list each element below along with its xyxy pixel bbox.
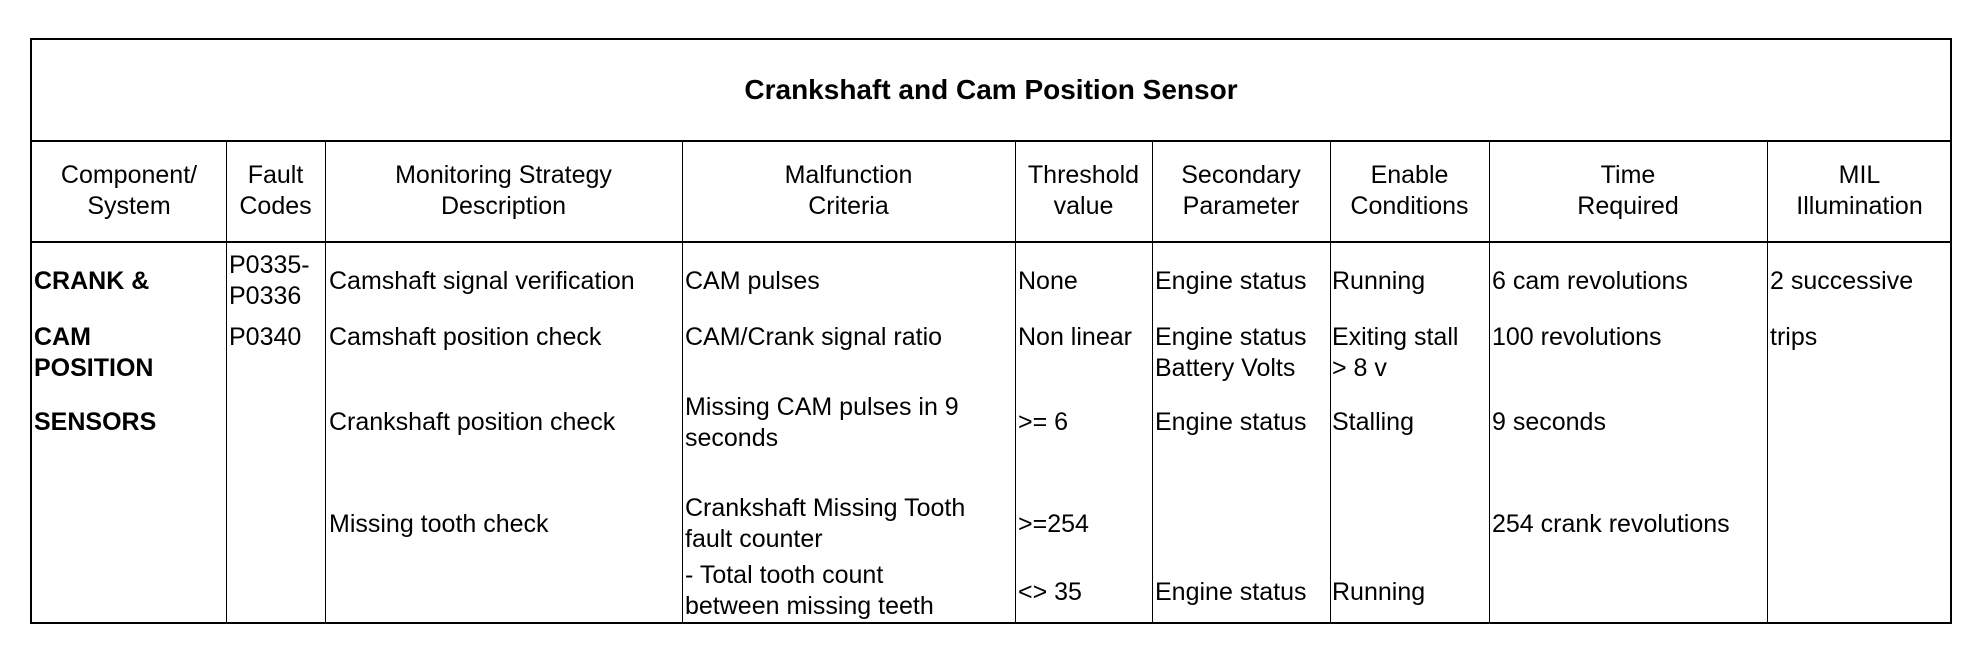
table-title: Crankshaft and Cam Position Sensor	[744, 74, 1238, 105]
row-5-malfunction: - Total tooth count between missing teeth	[685, 561, 934, 620]
fault-code-group-1: P0335- P0336	[229, 251, 310, 310]
row-4-malfunction: Crankshaft Missing Tooth fault counter	[685, 494, 966, 553]
row-1-strategy: Camshaft signal verification	[329, 267, 635, 295]
row-3-enable: Stalling	[1332, 408, 1414, 436]
header-time-required: Time Required	[1577, 161, 1679, 220]
row-2-enable: Exiting stall > 8 v	[1332, 323, 1459, 382]
row-5-enable: Running	[1332, 578, 1426, 606]
row-1-threshold: None	[1018, 267, 1078, 295]
mil-line-2: trips	[1770, 323, 1818, 351]
header-fault-codes: Fault Codes	[239, 161, 312, 220]
row-3-secondary: Engine status	[1155, 408, 1307, 436]
crank-cam-sensor-table	[30, 38, 1952, 624]
fault-code-group-2: P0340	[229, 323, 302, 351]
row-2-time: 100 revolutions	[1492, 323, 1662, 351]
row-3-time: 9 seconds	[1492, 408, 1606, 436]
component-line-3: SENSORS	[34, 408, 157, 436]
header-malfunction-criteria: Malfunction Criteria	[784, 161, 913, 220]
header-secondary-parameter: Secondary Parameter	[1181, 161, 1301, 220]
mil-line-1: 2 successive	[1770, 267, 1914, 295]
component-line-2: CAM POSITION	[34, 323, 154, 382]
header-threshold-value: Threshold value	[1027, 161, 1140, 220]
component-line-1: CRANK &	[34, 267, 150, 295]
row-3-threshold: >= 6	[1018, 408, 1069, 436]
header-mil-illumination: MIL Illumination	[1796, 161, 1923, 220]
header-enable-conditions: Enable Conditions	[1350, 161, 1469, 220]
row-1-time: 6 cam revolutions	[1492, 267, 1688, 295]
row-1-secondary: Engine status	[1155, 267, 1307, 295]
header-monitoring-strategy: Monitoring Strategy Description	[395, 161, 612, 220]
row-1-malfunction: CAM pulses	[685, 267, 820, 295]
row-3-malfunction: Missing CAM pulses in 9 seconds	[685, 393, 959, 452]
row-5-secondary: Engine status	[1155, 578, 1307, 606]
row-4-time: 254 crank revolutions	[1492, 510, 1730, 538]
row-3-strategy: Crankshaft position check	[329, 408, 616, 436]
header-component-system: Component/ System	[60, 161, 198, 220]
row-2-secondary: Engine status Battery Volts	[1155, 323, 1307, 382]
row-4-strategy: Missing tooth check	[329, 510, 549, 538]
row-2-malfunction: CAM/Crank signal ratio	[685, 323, 943, 351]
row-2-threshold: Non linear	[1018, 323, 1132, 351]
row-4-threshold: >=254	[1018, 510, 1089, 538]
row-5-threshold: <> 35	[1018, 578, 1082, 606]
row-1-enable: Running	[1332, 267, 1426, 295]
row-2-strategy: Camshaft position check	[329, 323, 602, 351]
